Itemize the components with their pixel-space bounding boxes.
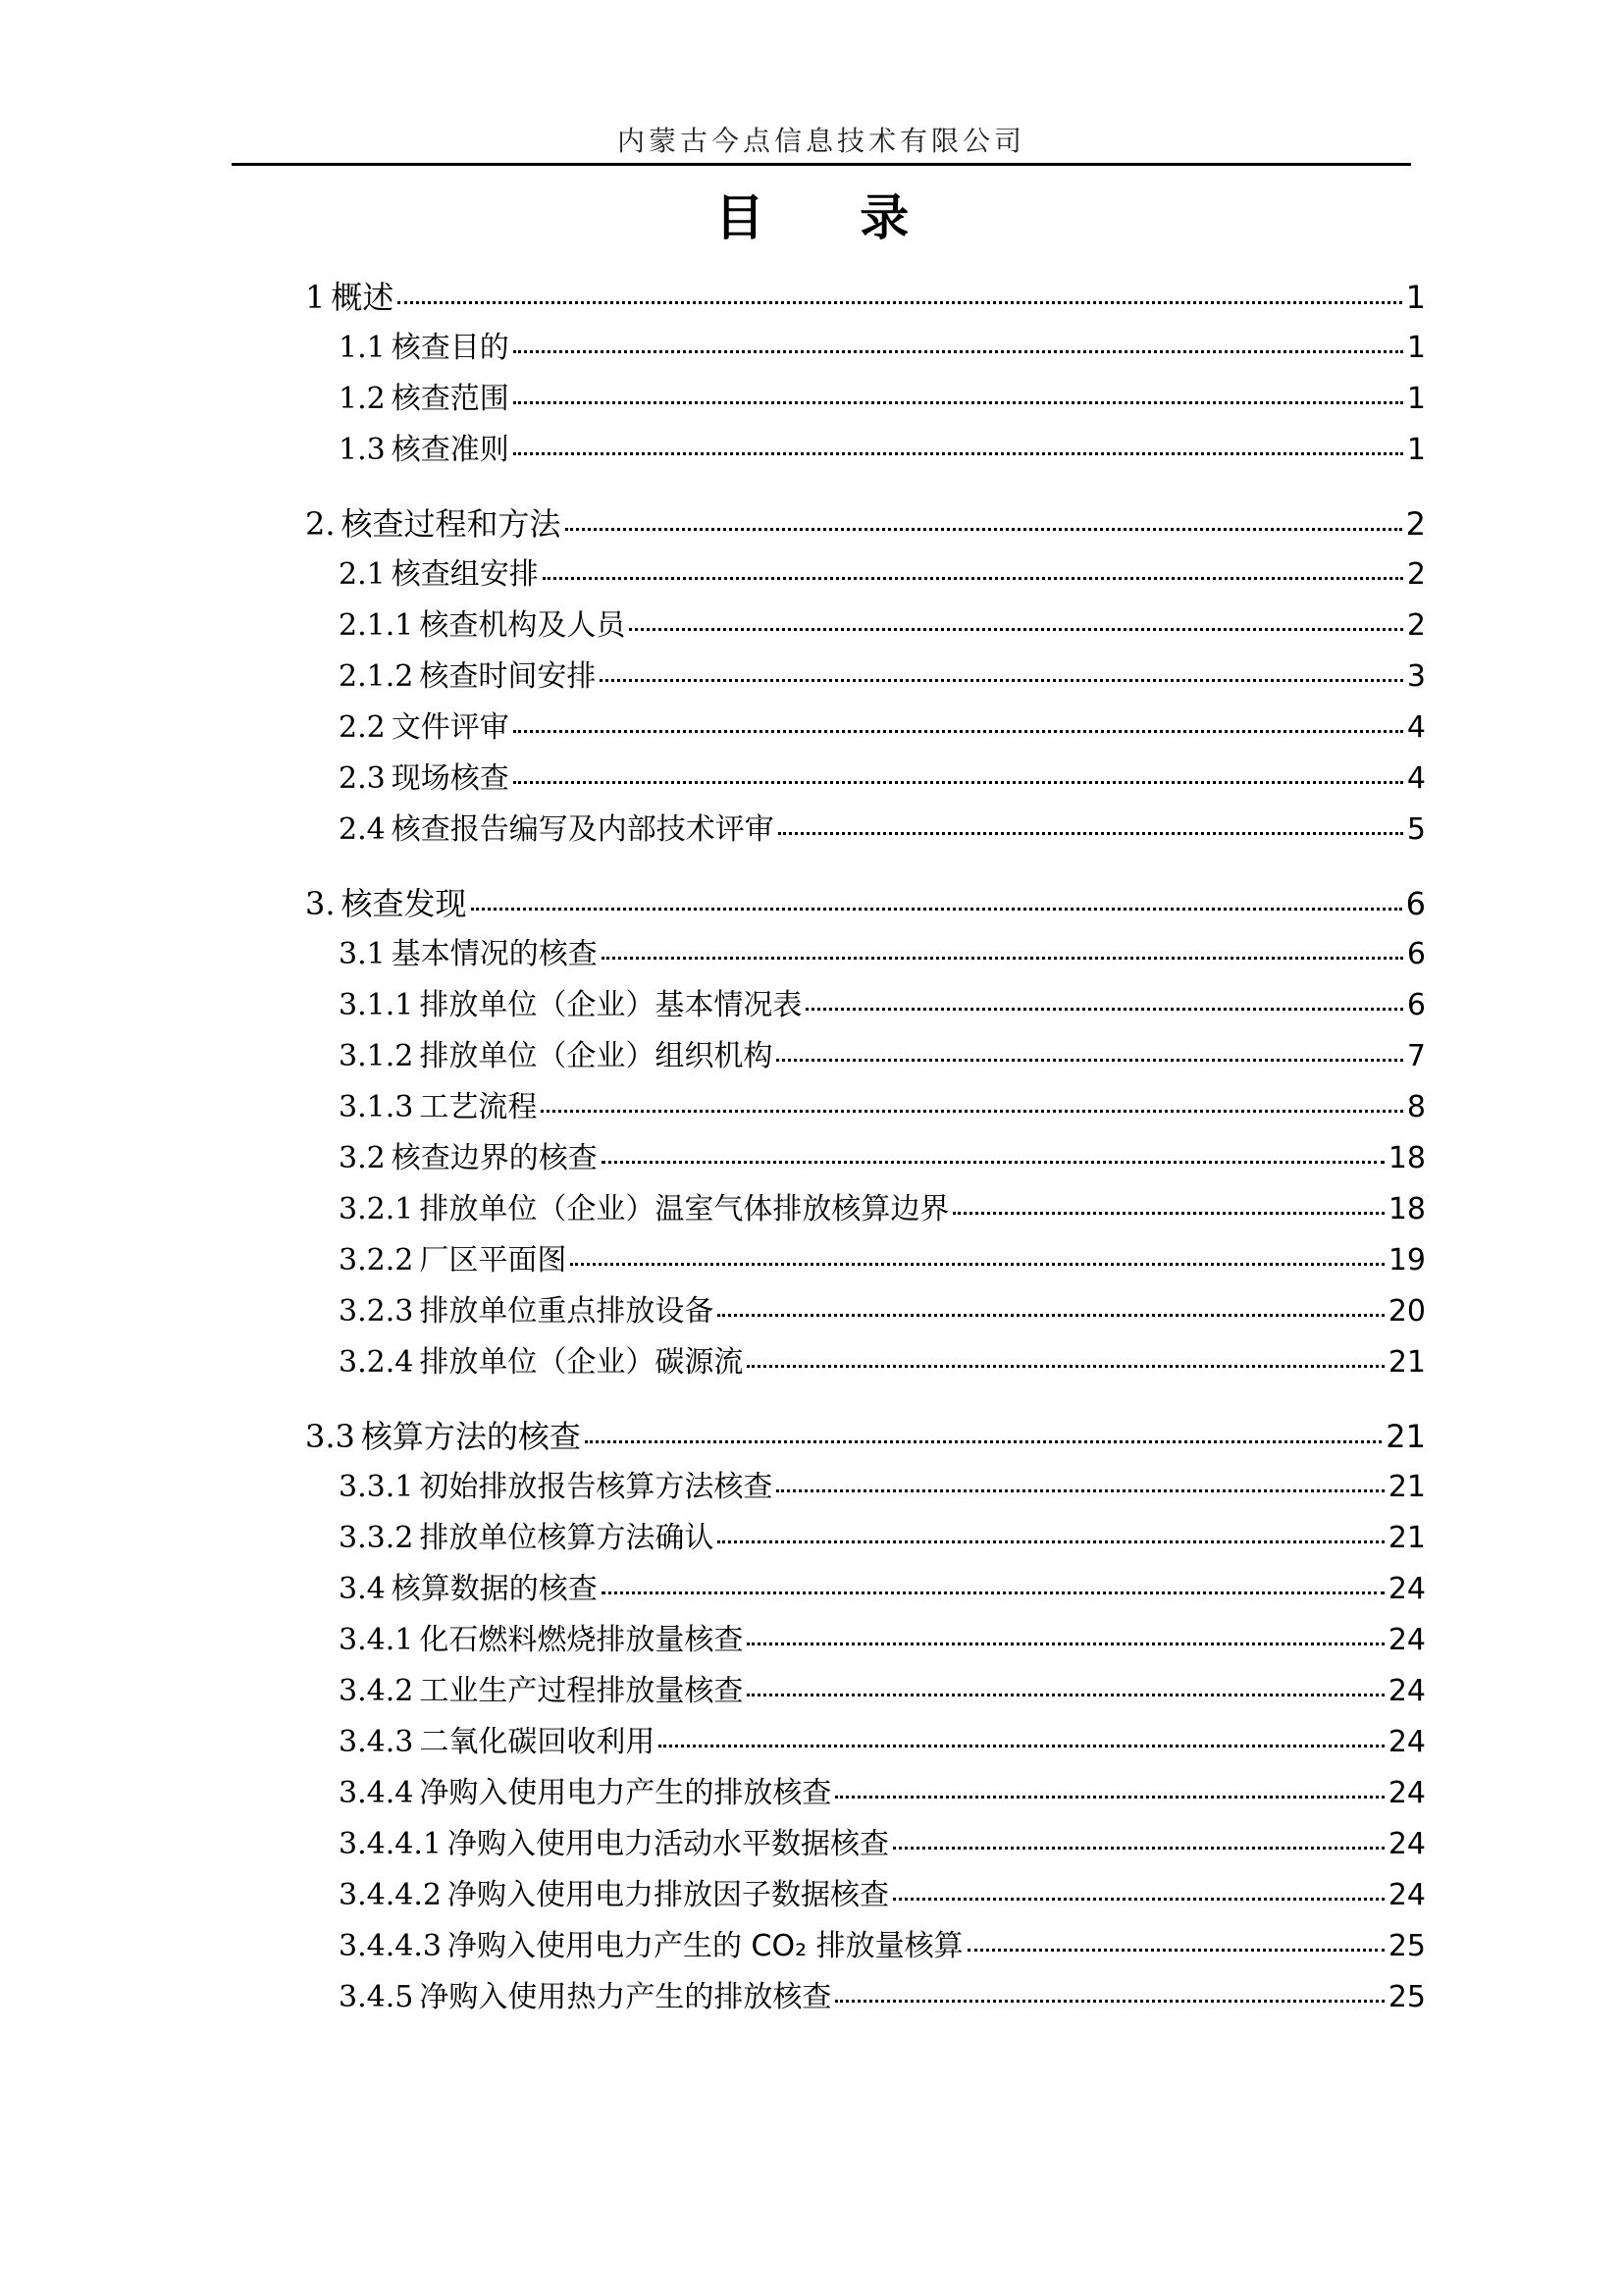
toc-entry-page: 24 — [1388, 1725, 1426, 1759]
toc-entry-title: 核算方法的核查 — [360, 1418, 581, 1455]
toc-entry-number: 3.4.4 — [339, 1776, 414, 1810]
toc-entry-number: 3.4.5 — [339, 1980, 414, 2014]
toc-entry[interactable] — [339, 1519, 1426, 1558]
toc-leader-dots — [602, 957, 1403, 960]
toc-leader-dots — [747, 1365, 1384, 1368]
toc-entry-page: 1 — [1406, 331, 1426, 365]
toc-entry-number: 2.1 — [339, 557, 386, 592]
toc-entry[interactable] — [339, 986, 1426, 1025]
toc-entry-page: 6 — [1405, 885, 1426, 922]
toc-entry-number: 1.3 — [339, 433, 386, 467]
toc-entry-title: 核查发现 — [341, 885, 467, 922]
toc-entry[interactable] — [339, 1774, 1426, 1813]
toc-leader-dots — [776, 1489, 1384, 1492]
toc-entry-title: 核查准则 — [391, 433, 509, 467]
toc-entry-page: 21 — [1388, 1345, 1426, 1380]
toc-title: 目 录 — [714, 189, 949, 246]
toc-leader-dots — [968, 1949, 1385, 1952]
toc-entry-number: 3.1.3 — [339, 1090, 414, 1124]
toc-entry-title: 排放单位（企业）基本情况表 — [419, 988, 803, 1022]
toc-entry-number: 3.4.4.1 — [339, 1827, 442, 1861]
toc-entry-title: 净购入使用热力产生的排放核查 — [419, 1980, 832, 2014]
toc-entry-number: 3.4 — [339, 1572, 386, 1606]
toc-entry-title: 排放单位（企业）碳源流 — [419, 1345, 744, 1380]
toc-entry-number: 2.1.1 — [339, 608, 414, 643]
toc-entry-title: 概述 — [331, 279, 394, 316]
toc-entry[interactable] — [339, 1088, 1426, 1127]
toc-leader-dots — [778, 832, 1403, 835]
toc-entry[interactable] — [339, 1978, 1426, 2017]
toc-leader-dots — [565, 528, 1402, 531]
toc-entry-title: 核查组安排 — [391, 557, 539, 592]
toc-entry-page: 21 — [1388, 1521, 1426, 1555]
toc-entry[interactable] — [339, 329, 1426, 368]
toc-entry-page: 21 — [1386, 1418, 1426, 1455]
toc-entry-page: 24 — [1388, 1623, 1426, 1657]
toc-entry[interactable] — [339, 1292, 1426, 1331]
toc-entry-page: 19 — [1388, 1243, 1426, 1278]
toc-leader-dots — [600, 679, 1403, 682]
toc-entry-title: 文件评审 — [391, 710, 509, 745]
toc-entry-number: 3.4.4.2 — [339, 1878, 442, 1912]
toc-entry-title: 工艺流程 — [419, 1090, 538, 1124]
toc-leader-dots — [893, 1847, 1385, 1850]
toc-entry-page: 2 — [1405, 505, 1426, 543]
toc-entry-page: 6 — [1406, 937, 1426, 971]
toc-entry[interactable] — [339, 657, 1426, 697]
toc-entry-title: 二氧化碳回收利用 — [419, 1725, 655, 1759]
toc-leader-dots — [835, 1796, 1384, 1799]
toc-entry-title: 核查边界的核查 — [391, 1141, 598, 1175]
toc-entry[interactable] — [339, 1927, 1426, 1966]
toc-leader-dots — [953, 1212, 1384, 1215]
toc-entry-page: 2 — [1406, 557, 1426, 592]
toc-entry-title: 核查过程和方法 — [341, 505, 561, 543]
toc-entry-page: 25 — [1388, 1980, 1426, 2014]
toc-entry[interactable] — [339, 1621, 1426, 1660]
toc-entry-number: 3.3 — [305, 1418, 355, 1455]
toc-leader-dots — [893, 1898, 1385, 1901]
toc-entry-number: 3. — [305, 885, 336, 922]
toc-leader-dots — [747, 1694, 1384, 1696]
toc-entry-page: 2 — [1406, 608, 1426, 643]
toc-entry[interactable] — [339, 1343, 1426, 1382]
toc-entry-title: 核算数据的核查 — [391, 1572, 598, 1606]
toc-entry[interactable] — [339, 1672, 1426, 1711]
toc-entry-number: 1.1 — [339, 331, 386, 365]
toc-entry-number: 2.4 — [339, 812, 386, 847]
toc-entry[interactable] — [339, 1190, 1426, 1229]
toc-leader-dots — [397, 301, 1401, 304]
toc-leader-dots — [602, 1591, 1385, 1594]
toc-entry[interactable] — [339, 1241, 1426, 1280]
toc-entry[interactable] — [339, 1876, 1426, 1915]
toc-leader-dots — [513, 350, 1403, 353]
toc-entry-title: 厂区平面图 — [419, 1243, 567, 1278]
toc-entry-page: 18 — [1388, 1192, 1426, 1226]
toc-entry-number: 3.2 — [339, 1141, 386, 1175]
toc-entry-number: 3.1 — [339, 937, 386, 971]
toc-entry-title: 排放单位核算方法确认 — [419, 1521, 714, 1555]
toc-entry-number: 3.2.1 — [339, 1192, 414, 1226]
toc-entry-page: 25 — [1388, 1929, 1426, 1963]
toc-entry[interactable] — [305, 884, 1426, 923]
toc-entry[interactable] — [339, 708, 1426, 748]
toc-entry[interactable] — [339, 1139, 1426, 1178]
toc-entry-title: 排放单位（企业）温室气体排放核算边界 — [419, 1192, 950, 1226]
toc-entry-page: 24 — [1388, 1776, 1426, 1810]
toc-entry[interactable] — [305, 278, 1426, 317]
toc-leader-dots — [776, 1059, 1403, 1062]
toc-leader-dots — [570, 1263, 1384, 1266]
toc-leader-dots — [806, 1008, 1403, 1011]
toc-entry-page: 6 — [1406, 988, 1426, 1022]
page-header: 内蒙古今点信息技术有限公司 — [616, 125, 1025, 157]
toc-entry-number: 3.2.2 — [339, 1243, 414, 1278]
toc-entry-title: 排放单位（企业）组织机构 — [419, 1039, 773, 1073]
toc-entry[interactable] — [305, 504, 1426, 544]
toc-entry[interactable] — [339, 555, 1426, 595]
toc-entry-title: 初始排放报告核算方法核查 — [419, 1470, 773, 1504]
toc-entry-page: 3 — [1406, 659, 1426, 694]
toc-entry-number: 3.1.2 — [339, 1039, 414, 1073]
toc-entry-page: 24 — [1388, 1674, 1426, 1708]
toc-leader-dots — [629, 628, 1403, 631]
toc-entry-number: 3.3.2 — [339, 1521, 414, 1555]
toc-entry-number: 3.3.1 — [339, 1470, 414, 1504]
toc-entry[interactable] — [339, 1468, 1426, 1507]
toc-leader-dots — [835, 2000, 1384, 2003]
toc-entry-page: 7 — [1406, 1039, 1426, 1073]
toc-entry-page: 1 — [1405, 279, 1426, 316]
toc-entry-title: 工业生产过程排放量核查 — [419, 1674, 744, 1708]
toc-entry-number: 3.2.3 — [339, 1294, 414, 1329]
toc-leader-dots — [602, 1161, 1385, 1164]
toc-entry-number: 3.4.3 — [339, 1725, 414, 1759]
toc-entry[interactable] — [339, 431, 1426, 470]
toc-entry-number: 2. — [305, 505, 336, 543]
toc-entry-title: 核查目的 — [391, 331, 509, 365]
toc-entry-page: 5 — [1406, 812, 1426, 847]
toc-entry-page: 4 — [1406, 710, 1426, 745]
toc-entry[interactable] — [339, 935, 1426, 974]
toc-entry[interactable] — [339, 810, 1426, 850]
toc-entry-title: 排放单位重点排放设备 — [419, 1294, 714, 1329]
toc-entry-page: 21 — [1388, 1470, 1426, 1504]
toc-leader-dots — [471, 908, 1402, 911]
toc-entry-page: 1 — [1406, 382, 1426, 416]
toc-entry-title: 净购入使用电力产生的 CO₂ 排放量核算 — [446, 1929, 964, 1963]
toc-entry-number: 3.1.1 — [339, 988, 414, 1022]
toc-entry[interactable] — [339, 1570, 1426, 1609]
toc-leader-dots — [717, 1314, 1384, 1317]
toc-entry[interactable] — [339, 606, 1426, 646]
toc-entry-title: 核查范围 — [391, 382, 509, 416]
toc-entry-title: 净购入使用电力产生的排放核查 — [419, 1776, 832, 1810]
toc-entry-number: 2.3 — [339, 761, 386, 796]
toc-leader-dots — [747, 1643, 1384, 1645]
toc-entry[interactable] — [339, 1723, 1426, 1762]
toc-entry-number: 1.2 — [339, 382, 386, 416]
toc-entry-title: 净购入使用电力活动水平数据核查 — [446, 1827, 889, 1861]
toc-leader-dots — [717, 1540, 1384, 1543]
toc-entry-page: 20 — [1388, 1294, 1426, 1329]
toc-entry-title: 化石燃料燃烧排放量核查 — [419, 1623, 744, 1657]
toc-leader-dots — [513, 401, 1403, 404]
toc-entry-title: 现场核查 — [391, 761, 509, 796]
toc-entry[interactable] — [339, 759, 1426, 799]
toc-leader-dots — [513, 781, 1403, 784]
toc-entry-number: 2.2 — [339, 710, 386, 745]
toc-entry-title: 基本情况的核查 — [391, 937, 598, 971]
toc-entry-number: 2.1.2 — [339, 659, 414, 694]
toc-entry-title: 净购入使用电力排放因子数据核查 — [446, 1878, 889, 1912]
toc-entry-page: 24 — [1388, 1572, 1426, 1606]
toc-leader-dots — [513, 730, 1403, 733]
toc-entry-page: 4 — [1406, 761, 1426, 796]
toc-entry[interactable] — [339, 1037, 1426, 1076]
toc-entry[interactable] — [305, 1417, 1426, 1456]
toc-entry-title: 核查机构及人员 — [419, 608, 626, 643]
toc-entry[interactable] — [339, 380, 1426, 419]
toc-entry-number: 3.4.2 — [339, 1674, 414, 1708]
toc-leader-dots — [658, 1745, 1384, 1747]
toc-entry-number: 1 — [305, 279, 326, 316]
toc-leader-dots — [541, 1110, 1403, 1113]
toc-entry-page: 18 — [1388, 1141, 1426, 1175]
toc-entry-title: 核查报告编写及内部技术评审 — [391, 812, 774, 847]
toc-entry-page: 8 — [1406, 1090, 1426, 1124]
toc-leader-dots — [585, 1440, 1382, 1443]
toc-entry-page: 24 — [1388, 1878, 1426, 1912]
toc-entry-page: 1 — [1406, 433, 1426, 467]
toc-entry-number: 3.4.1 — [339, 1623, 414, 1657]
toc-entry-number: 3.4.4.3 — [339, 1929, 442, 1963]
toc-entry[interactable] — [339, 1825, 1426, 1864]
toc-leader-dots — [513, 452, 1403, 455]
toc-entry-number: 3.2.4 — [339, 1345, 414, 1380]
toc-entry-page: 24 — [1388, 1827, 1426, 1861]
toc-entry-title: 核查时间安排 — [419, 659, 597, 694]
toc-leader-dots — [543, 577, 1403, 580]
